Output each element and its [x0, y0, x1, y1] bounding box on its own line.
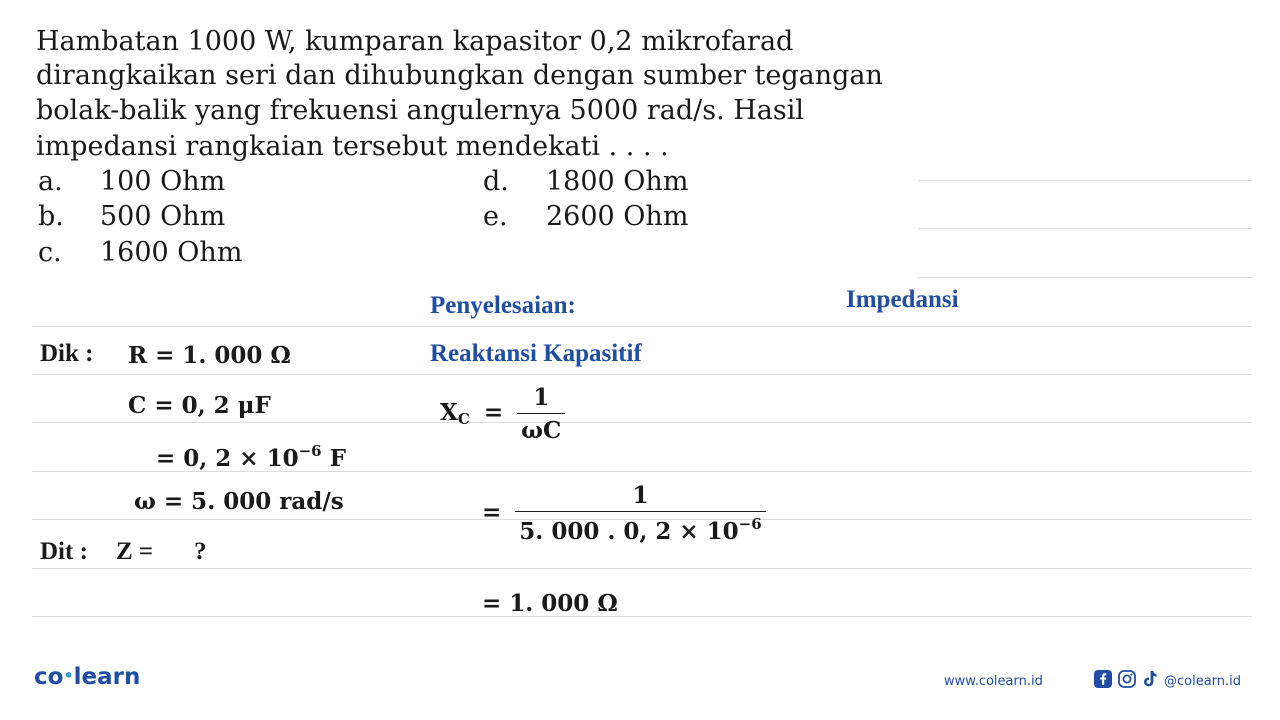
reactance-formula	[440, 384, 565, 444]
known-capacitance: C = 0, 2 μF	[128, 392, 271, 419]
question-line: Hambatan 1000 W, kumparan kapasitor 0,2 mikrofarad	[36, 26, 794, 57]
facebook-icon[interactable]	[1094, 670, 1112, 692]
xc-numerator: 1	[533, 384, 550, 411]
option-text: 2600 Ohm	[546, 201, 689, 232]
known-resistance: R = 1. 000 Ω	[128, 342, 291, 369]
impedance-heading: Impedansi	[846, 286, 959, 313]
reactance-heading: Reaktansi Kapasitif	[430, 340, 642, 367]
solution-heading: Penyelesaian:	[430, 292, 576, 319]
xc-fraction	[517, 384, 565, 444]
ruled-line	[32, 422, 1252, 423]
substitution-equals: =	[482, 498, 502, 526]
option-text: 500 Ohm	[100, 201, 226, 232]
ruled-line	[32, 326, 1252, 327]
social-handle[interactable]: @colearn.id	[1164, 673, 1242, 689]
option-text: 1600 Ohm	[100, 237, 243, 268]
reactance-substitution	[482, 482, 766, 545]
ruled-line	[32, 616, 1252, 617]
xc-symbol: $X_C$	[440, 399, 470, 428]
substitution-fraction	[515, 482, 765, 545]
ruled-line	[32, 568, 1252, 569]
known-capacitance-sci	[156, 442, 346, 472]
ruled-line	[918, 180, 1252, 181]
capacitance-base: = 0, 2 × 10	[156, 445, 299, 472]
question-line: bolak-balik yang frekuensi angulernya 5000 rad/s. Hasil	[36, 95, 805, 126]
instagram-icon[interactable]	[1118, 670, 1136, 692]
option-letter: b.	[38, 201, 64, 232]
option-letter: e.	[483, 201, 508, 232]
dik-label: Dik :	[40, 340, 94, 367]
question-line: impedansi rangkaian tersebut mendekati . . . .	[36, 131, 669, 162]
social-links	[1094, 670, 1241, 692]
ruled-line	[918, 228, 1252, 229]
known-angular-frequency: ω = 5. 000 rad/s	[134, 488, 344, 515]
reactance-result: = 1. 000 Ω	[482, 590, 618, 617]
xc-denominator: ωC	[521, 417, 562, 444]
substitution-numerator: 1	[632, 482, 649, 509]
ruled-line	[918, 277, 1252, 278]
tiktok-icon[interactable]	[1142, 670, 1158, 692]
option-letter: c.	[38, 237, 62, 268]
dit-label: Dit :	[40, 538, 88, 565]
ruled-line	[32, 374, 1252, 375]
asked-question-mark: ?	[194, 538, 207, 565]
option-text: 100 Ohm	[100, 166, 226, 197]
capacitance-unit: F	[321, 445, 346, 472]
substitution-denominator: 5. 000 . 0, $2 \times 10^{-6}$	[519, 515, 762, 545]
option-letter: a.	[38, 166, 63, 197]
asked-impedance: Z =	[116, 538, 154, 565]
capacitance-exponent: −6	[298, 442, 322, 460]
question-line: dirangkaikan seri dan dihubungkan dengan sumber tegangan	[36, 60, 883, 91]
option-letter: d.	[483, 166, 509, 197]
colearn-logo: co•learn	[34, 664, 141, 690]
website-link[interactable]: www.colearn.id	[944, 674, 1043, 689]
xc-equals: =	[483, 399, 504, 426]
option-text: 1800 Ohm	[546, 166, 689, 197]
